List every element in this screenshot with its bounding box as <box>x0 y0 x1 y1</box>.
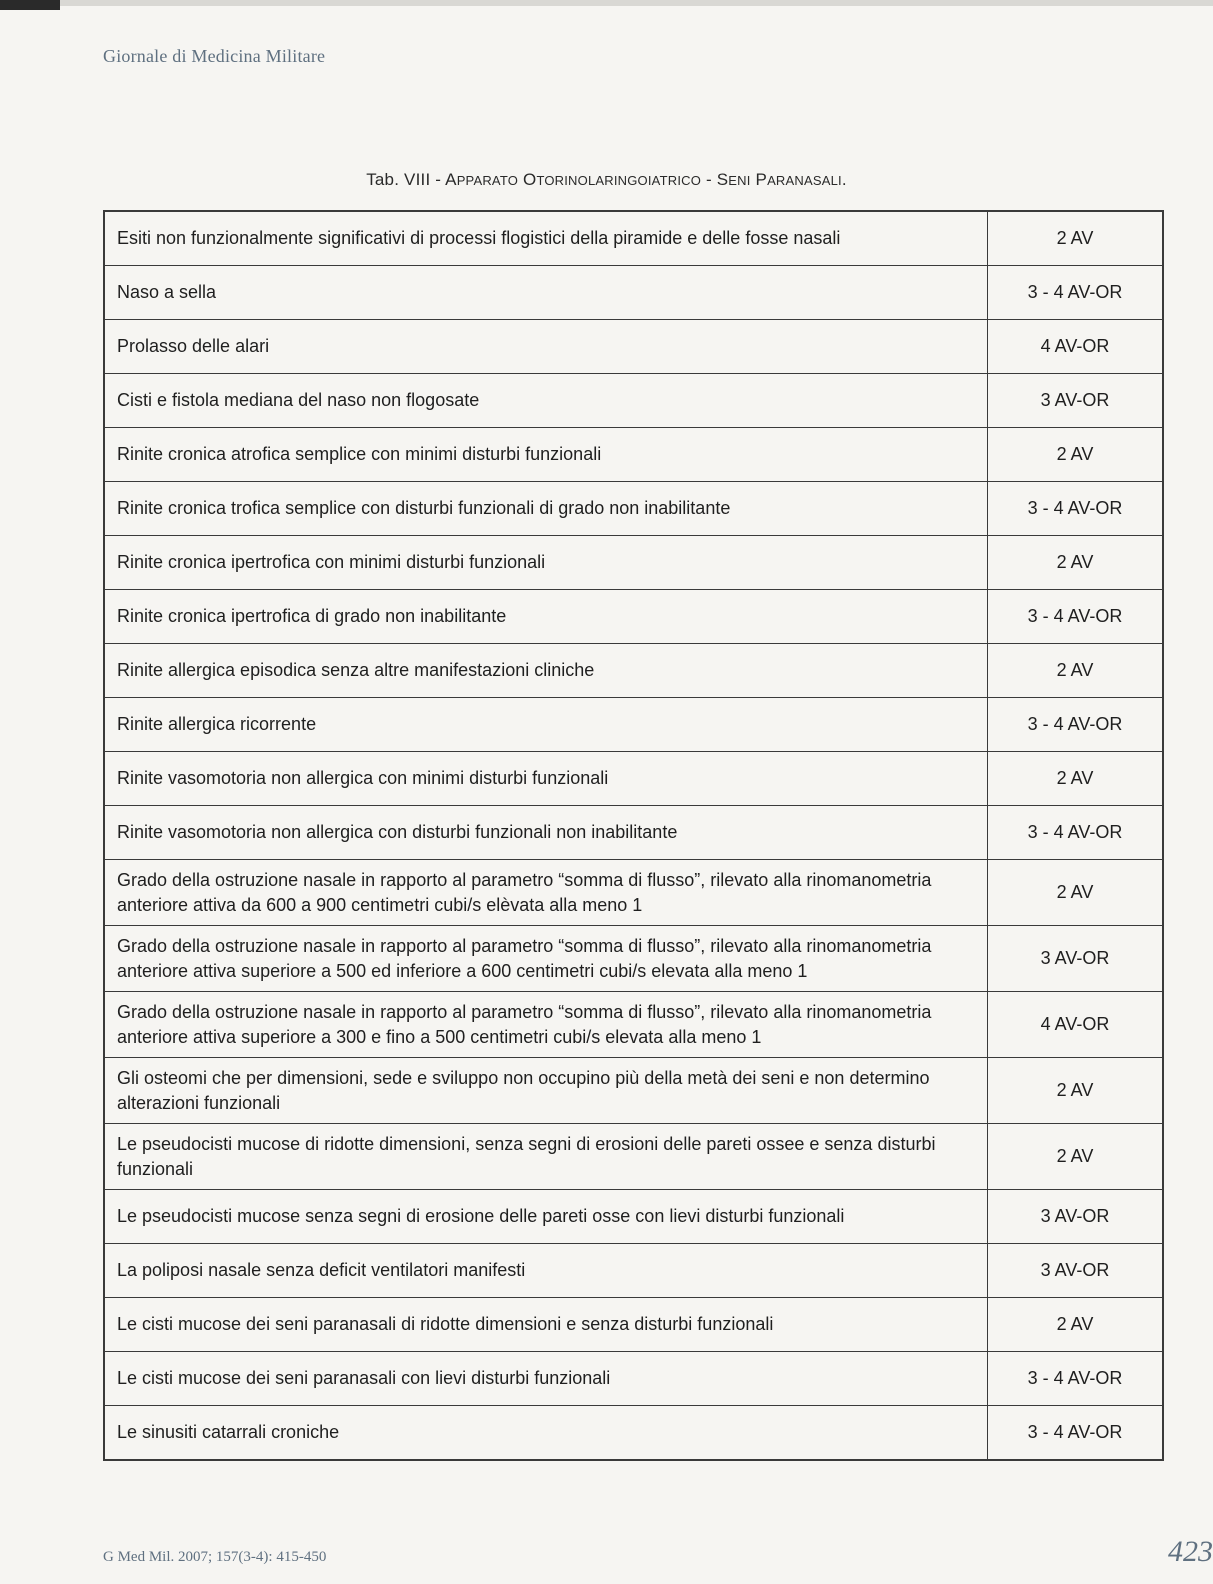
row-value: 4 AV-OR <box>988 320 1164 374</box>
table-row <box>104 266 1163 320</box>
caption-suffix: . <box>841 170 847 189</box>
row-value: 3 AV-OR <box>988 374 1164 428</box>
row-description: Rinite vasomotoria non allergica con disturbi funzionali non inabilitante <box>104 806 988 860</box>
row-value: 3 AV-OR <box>988 1244 1164 1298</box>
row-value: 3 - 4 AV-OR <box>988 698 1164 752</box>
table-row <box>104 992 1163 1058</box>
caption-paranasali: PARANASALI <box>755 170 842 189</box>
row-description: Cisti e fistola mediana del naso non flogosate <box>104 374 988 428</box>
classification-table <box>103 210 1164 1461</box>
row-description: Gli osteomi che per dimensioni, sede e sviluppo non occupino più della metà dei seni e non determino alterazioni funzionali <box>104 1058 988 1124</box>
row-value: 3 AV-OR <box>988 1190 1164 1244</box>
row-value: 3 - 4 AV-OR <box>988 590 1164 644</box>
row-value: 3 - 4 AV-OR <box>988 266 1164 320</box>
table-row <box>104 806 1163 860</box>
row-value: 2 AV <box>988 860 1164 926</box>
table-row <box>104 860 1163 926</box>
caption-apparato: APPARATO <box>445 170 519 189</box>
row-value: 2 AV <box>988 536 1164 590</box>
table-row <box>104 590 1163 644</box>
table-caption <box>0 170 1213 190</box>
table-row <box>104 536 1163 590</box>
row-description: Le cisti mucose dei seni paranasali di ridotte dimensioni e senza disturbi funzionali <box>104 1298 988 1352</box>
table-row <box>104 752 1163 806</box>
row-value: 3 - 4 AV-OR <box>988 1406 1164 1461</box>
row-description: Rinite cronica ipertrofica con minimi disturbi funzionali <box>104 536 988 590</box>
row-description: Le cisti mucose dei seni paranasali con lievi disturbi funzionali <box>104 1352 988 1406</box>
row-description: Le pseudocisti mucose senza segni di erosione delle pareti osse con lievi disturbi funzionali <box>104 1190 988 1244</box>
row-value: 2 AV <box>988 428 1164 482</box>
page-number: 423 <box>1168 1535 1213 1568</box>
table-row <box>104 644 1163 698</box>
table-row <box>104 1244 1163 1298</box>
row-value: 2 AV <box>988 1058 1164 1124</box>
page-top-edge <box>0 0 1213 6</box>
table-row <box>104 1352 1163 1406</box>
row-value: 2 AV <box>988 644 1164 698</box>
page-corner-mark <box>0 0 60 10</box>
table-row <box>104 1406 1163 1461</box>
table-row <box>104 482 1163 536</box>
row-value: 2 AV <box>988 752 1164 806</box>
row-value: 4 AV-OR <box>988 992 1164 1058</box>
row-value: 3 - 4 AV-OR <box>988 1352 1164 1406</box>
journal-header: Giornale di Medicina Militare <box>103 46 326 66</box>
row-description: Grado della ostruzione nasale in rapporto al parametro “somma di flusso”, rilevato alla rinomanometria anteriore attiva superiore a 500 ed inferiore a 600 centimetri cubi/s elevata alla meno 1 <box>104 926 988 992</box>
row-value: 3 - 4 AV-OR <box>988 806 1164 860</box>
table-row <box>104 374 1163 428</box>
row-description: Grado della ostruzione nasale in rapporto al parametro “somma di flusso”, rilevato alla rinomanometria anteriore attiva superiore a 300 e fino a 500 centimetri cubi/s elevata alla meno 1 <box>104 992 988 1058</box>
table-row <box>104 1058 1163 1124</box>
row-description: Rinite vasomotoria non allergica con minimi disturbi funzionali <box>104 752 988 806</box>
table-row <box>104 1298 1163 1352</box>
row-description: Naso a sella <box>104 266 988 320</box>
row-description: Prolasso delle alari <box>104 320 988 374</box>
row-value: 2 AV <box>988 1124 1164 1190</box>
row-description: Grado della ostruzione nasale in rapporto al parametro “somma di flusso”, rilevato alla rinomanometria anteriore attiva da 600 a 900 centimetri cubi/s elèvata alla meno 1 <box>104 860 988 926</box>
caption-separator: - <box>701 170 717 189</box>
row-description: Esiti non funzionalmente significativi di processi flogistici della piramide e delle fosse nasali <box>104 211 988 266</box>
classification-table-wrapper <box>103 210 1164 1461</box>
row-description: Le sinusiti catarrali croniche <box>104 1406 988 1461</box>
row-value: 3 - 4 AV-OR <box>988 482 1164 536</box>
table-row <box>104 428 1163 482</box>
table-row <box>104 320 1163 374</box>
caption-otorino: OTORINOLARINGOIATRICO <box>523 170 702 189</box>
table-row <box>104 698 1163 752</box>
row-description: Rinite cronica atrofica semplice con minimi disturbi funzionali <box>104 428 988 482</box>
caption-prefix: Tab. VIII - <box>366 170 446 189</box>
table-row <box>104 1190 1163 1244</box>
table-row <box>104 926 1163 992</box>
row-value: 2 AV <box>988 211 1164 266</box>
table-row <box>104 1124 1163 1190</box>
row-description: Rinite allergica ricorrente <box>104 698 988 752</box>
row-value: 3 AV-OR <box>988 926 1164 992</box>
footer-citation: G Med Mil. 2007; 157(3-4): 415-450 <box>103 1549 327 1565</box>
caption-seni: SENI <box>716 170 751 189</box>
table-row <box>104 211 1163 266</box>
row-description: Rinite cronica trofica semplice con disturbi funzionali di grado non inabilitante <box>104 482 988 536</box>
row-description: Le pseudocisti mucose di ridotte dimensioni, senza segni di erosioni delle pareti ossee e senza disturbi funzionali <box>104 1124 988 1190</box>
row-description: Rinite allergica episodica senza altre manifestazioni cliniche <box>104 644 988 698</box>
row-value: 2 AV <box>988 1298 1164 1352</box>
row-description: Rinite cronica ipertrofica di grado non inabilitante <box>104 590 988 644</box>
row-description: La poliposi nasale senza deficit ventilatori manifesti <box>104 1244 988 1298</box>
